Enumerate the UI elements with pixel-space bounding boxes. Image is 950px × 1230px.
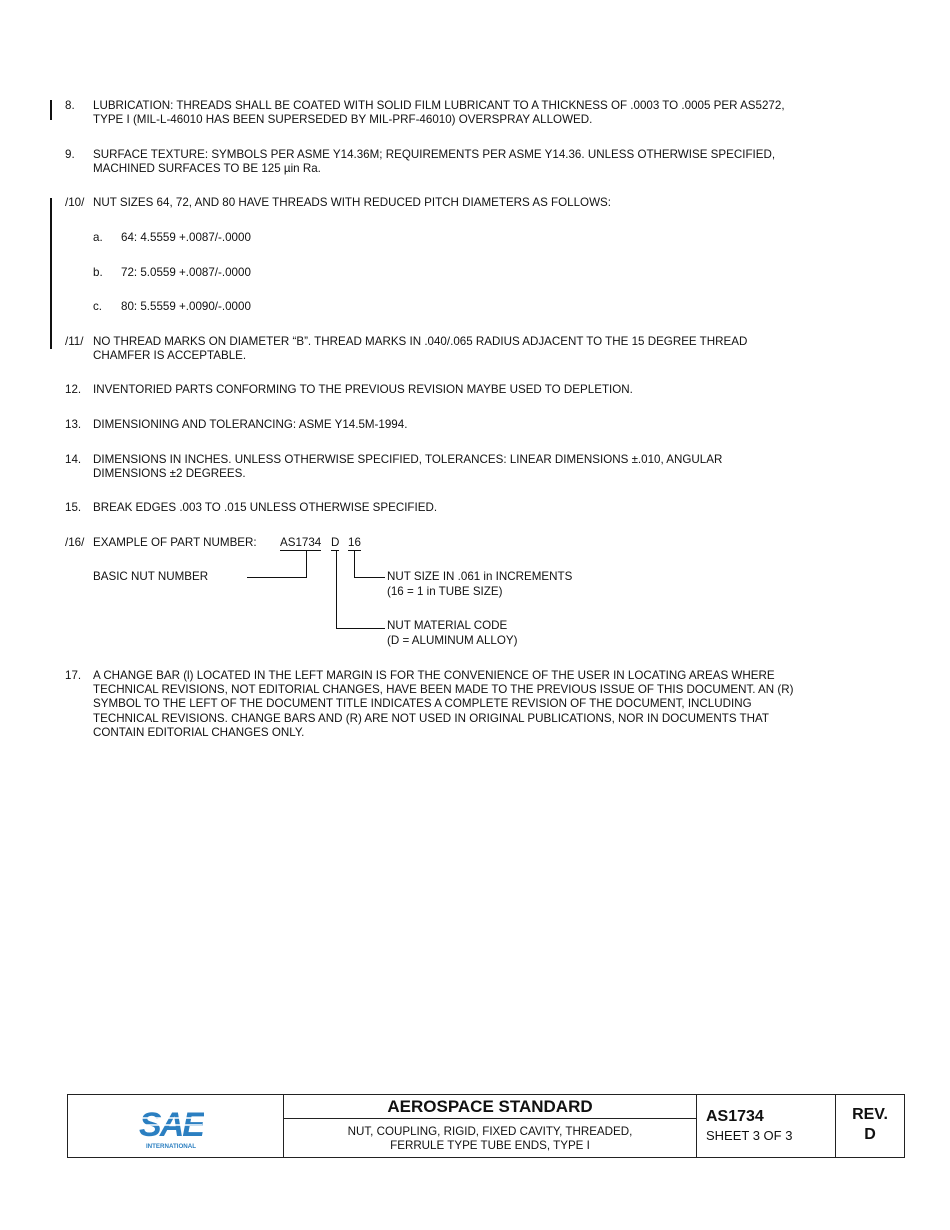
note-13-line-1: DIMENSIONING AND TOLERANCING: ASME Y14.5M-1994.	[93, 418, 408, 431]
nut-size-line-2: (16 = 1 in TUBE SIZE)	[387, 585, 503, 598]
note-9-number: 9.	[65, 148, 75, 161]
basic-nut-label: BASIC NUT NUMBER	[93, 570, 209, 583]
material-code-line-2: (D = ALUMINUM ALLOY)	[387, 634, 518, 647]
change-bar-note-8	[50, 100, 52, 120]
part-number-material: D	[331, 536, 340, 549]
change-bar-notes-10-11	[50, 198, 52, 349]
note-11-number: /11/	[65, 335, 84, 348]
note-9-line-1: SURFACE TEXTURE: SYMBOLS PER ASME Y14.36M; REQUIREMENTS PER ASME Y14.36. UNLESS OTHERWISE SPECIFIED,	[93, 148, 776, 161]
note-8-line-2: TYPE I (MIL-L-46010 HAS BEEN SUPERSEDED BY MIL-PRF-46010) OVERSPRAY ALLOWED.	[93, 113, 593, 126]
note-10-item-c-text: 80: 5.5559 +.0090/-.0000	[121, 300, 251, 313]
note-10-line-1: NUT SIZES 64, 72, AND 80 HAVE THREADS WITH REDUCED PITCH DIAMETERS AS FOLLOWS:	[93, 196, 611, 209]
note-17-line-1: A CHANGE BAR (l) LOCATED IN THE LEFT MARGIN IS FOR THE CONVENIENCE OF THE USER IN LOCATING AREAS WHERE	[93, 669, 775, 682]
revision-label: REV.	[852, 1106, 888, 1123]
document-title	[284, 1125, 696, 1153]
leader-material-horizontal	[336, 628, 385, 629]
note-8-number: 8.	[65, 99, 75, 112]
leader-basic-nut-horizontal	[247, 577, 306, 578]
note-10-item-c-label: c.	[93, 300, 103, 313]
document-title-line-1: NUT, COUPLING, RIGID, FIXED CAVITY, THREADED,	[347, 1125, 633, 1138]
note-16-number: /16/	[65, 536, 85, 549]
sheet-number: SHEET 3 OF 3	[706, 1128, 793, 1143]
leader-size-vertical	[354, 551, 355, 578]
note-15-number: 15.	[65, 501, 82, 514]
part-number-base: AS1734	[280, 536, 322, 549]
note-11-line-2: CHAMFER IS ACCEPTABLE.	[93, 349, 247, 362]
note-12-line-1: INVENTORIED PARTS CONFORMING TO THE PREVIOUS REVISION MAYBE USED TO DEPLETION.	[93, 383, 633, 396]
revision-value: D	[864, 1126, 876, 1143]
note-12-number: 12.	[65, 383, 82, 396]
document-title-line-2: FERRULE TYPE TUBE ENDS, TYPE I	[390, 1139, 590, 1152]
leader-size-horizontal	[354, 577, 385, 578]
note-17-line-4: TECHNICAL REVISIONS. CHANGE BARS AND (R) ARE NOT USED IN ORIGINAL PUBLICATIONS, NOR IN DOCUMENTS THAT	[93, 712, 769, 725]
note-8-line-1: LUBRICATION: THREADS SHALL BE COATED WITH SOLID FILM LUBRICANT TO A THICKNESS OF .0003 TO .0005 PER AS5272,	[93, 99, 785, 112]
note-14-line-2: DIMENSIONS ±2 DEGREES.	[93, 467, 246, 480]
note-9-line-2: MACHINED SURFACES TO BE 125 µin Ra.	[93, 162, 321, 175]
sae-logo	[138, 1104, 204, 1150]
title-block-title-cell	[284, 1095, 697, 1157]
part-number-size: 16	[348, 536, 361, 549]
sae-logo-graphic	[138, 1104, 204, 1150]
note-17-number: 17.	[65, 669, 82, 682]
title-block-logo-cell	[68, 1095, 284, 1157]
sae-logo-subtext: INTERNATIONAL	[145, 1143, 197, 1150]
document-number: AS1734	[706, 1108, 764, 1125]
title-block-doc-cell	[697, 1095, 836, 1157]
note-16-label: EXAMPLE OF PART NUMBER:	[93, 536, 257, 549]
note-11-line-1: NO THREAD MARKS ON DIAMETER “B”. THREAD MARKS IN .040/.065 RADIUS ADJACENT TO THE 15 DEGREE THREAD	[93, 335, 748, 348]
note-15-line-1: BREAK EDGES .003 TO .015 UNLESS OTHERWISE SPECIFIED.	[93, 501, 438, 514]
note-10-item-b-label: b.	[93, 266, 103, 279]
title-block-rev-cell	[836, 1095, 904, 1157]
material-code-line-1: NUT MATERIAL CODE	[387, 619, 508, 632]
note-10-item-b-text: 72: 5.0559 +.0087/-.0000	[121, 266, 251, 279]
note-10-item-a-text: 64: 4.5559 +.0087/-.0000	[121, 231, 251, 244]
leader-material-vertical	[336, 551, 337, 629]
nut-size-line-1: NUT SIZE IN .061 in INCREMENTS	[387, 570, 573, 583]
title-block	[67, 1094, 905, 1158]
note-10-number: /10/	[65, 196, 85, 209]
sae-logo-letters: SAE	[139, 1106, 203, 1144]
note-14-line-1: DIMENSIONS IN INCHES. UNLESS OTHERWISE SPECIFIED, TOLERANCES: LINEAR DIMENSIONS ±.010, ANGULAR	[93, 453, 723, 466]
note-17-line-5: CONTAIN EDITORIAL CHANGES ONLY.	[93, 726, 305, 739]
note-14-number: 14.	[65, 453, 82, 466]
note-10-item-a-label: a.	[93, 231, 103, 244]
leader-basic-nut-vertical	[306, 551, 307, 578]
aerospace-standard-heading: AEROSPACE STANDARD	[284, 1095, 696, 1119]
note-13-number: 13.	[65, 418, 82, 431]
note-17-line-2: TECHNICAL REVISIONS, NOT EDITORIAL CHANGES, HAVE BEEN MADE TO THE PREVIOUS ISSUE OF THIS DOCUMENT. AN (R)	[93, 683, 794, 696]
note-17-line-3: SYMBOL TO THE LEFT OF THE DOCUMENT TITLE INDICATES A COMPLETE REVISION OF THE DOCUMENT, INCLUDING	[93, 697, 752, 710]
